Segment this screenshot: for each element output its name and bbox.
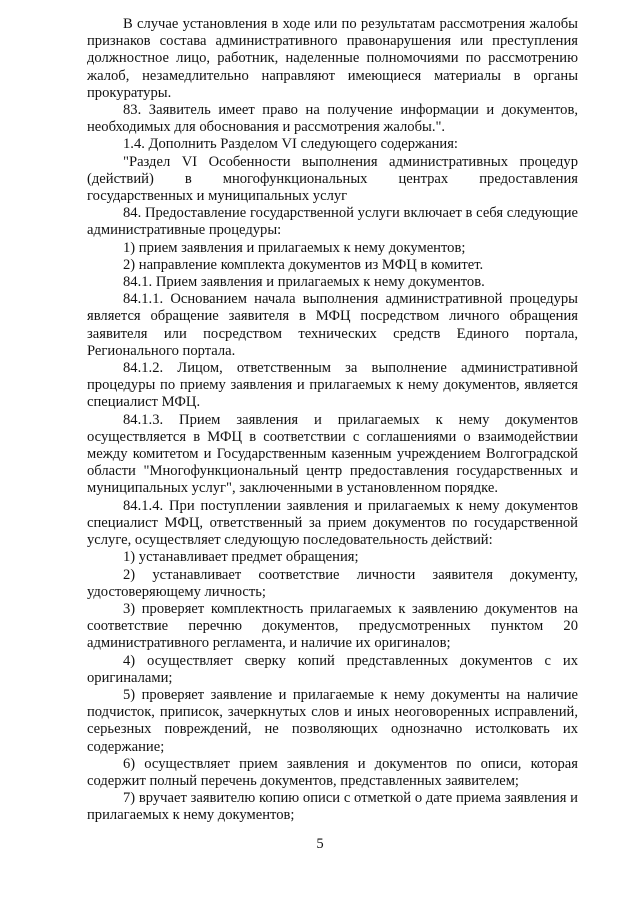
list-item-84-2: 2) направление комплекта документов из МФЦ в комитет. (123, 256, 484, 273)
section-vi-heading: "Раздел VI Особенности выполнения административных процедур (действий) в многофункциональных центрах предоставления государственных и муниципальных услуг (87, 153, 578, 205)
action-item-4: 4) осуществляет сверку копий представленных документов с их оригиналами; (87, 652, 578, 686)
list-item-84-1: 1) прием заявления и прилагаемых к нему документов; (123, 239, 466, 256)
paragraph-complaint-prosecutor: В случае установления в ходе или по результатам рассмотрения жалобы признаков состава административного правонарушения или преступления должностное лицо, работник, наделенные полномочиями по рассмотрению жалоб, незамедлительно направляют имеющиеся материалы в органы прокуратуры. (87, 16, 578, 101)
paragraph-84-1-1: 84.1.1. Основанием начала выполнения административной процедуры является обращение заявителя в МФЦ посредством личного обращения заявителя или посредством технических средств Единого портала, Регионального портала. (87, 291, 578, 359)
action-item-5: 5) проверяет заявление и прилагаемые к нему документы на наличие подчисток, приписок, зачеркнутых слов и иных неоговоренных исправлений, серьезных повреждений, не позволяющих однозначно истолковать их содержание; (87, 686, 578, 755)
action-item-6: 6) осуществляет прием заявления и документов по описи, которая содержит полный перечень документов, представленных заявителем; (87, 755, 578, 789)
paragraph-84-1: 84.1. Прием заявления и прилагаемых к нему документов. (123, 274, 485, 291)
action-item-3: 3) проверяет комплектность прилагаемых к заявлению документов на соответствие перечню документов, предусмотренных пунктом 20 административного регламента, и наличие их оригиналов; (87, 600, 578, 652)
action-item-2: 2) устанавливает соответствие личности заявителя документу, удостоверяющему личность; (87, 566, 578, 600)
paragraph-83: 83. Заявитель имеет право на получение информации и документов, необходимых для обоснования и рассмотрения жалобы.". (87, 102, 578, 136)
paragraph-1-4: 1.4. Дополнить Разделом VI следующего содержания: (123, 136, 458, 153)
paragraph-84-1-2: 84.1.2. Лицом, ответственным за выполнение административной процедуры по приему заявления и прилагаемых к нему документов, является специалист МФЦ. (87, 360, 578, 411)
action-item-1: 1) устанавливает предмет обращения; (123, 549, 359, 566)
paragraph-84-1-3: 84.1.3. Прием заявления и прилагаемых к нему документов осуществляется в МФЦ в соответствии с соглашениями о взаимодействии между комитетом и Государственным казенным учреждением Волгоградской области "Многофункциональный центр предоставления государственных и муниципальных услуг", заключенными в установленном порядке. (87, 411, 578, 497)
paragraph-84-1-4: 84.1.4. При поступлении заявления и прилагаемых к нему документов специалист МФЦ, ответственный за прием документов по государственной услуге, осуществляет следующую последовательность действий: (87, 497, 578, 549)
action-item-7: 7) вручает заявителю копию описи с отметкой о дате приема заявления и прилагаемых к нему документов; (87, 790, 578, 824)
page-number: 5 (316, 836, 324, 852)
document-body (87, 16, 578, 825)
paragraph-84: 84. Предоставление государственной услуги включает в себя следующие административные процедуры: (87, 205, 578, 239)
